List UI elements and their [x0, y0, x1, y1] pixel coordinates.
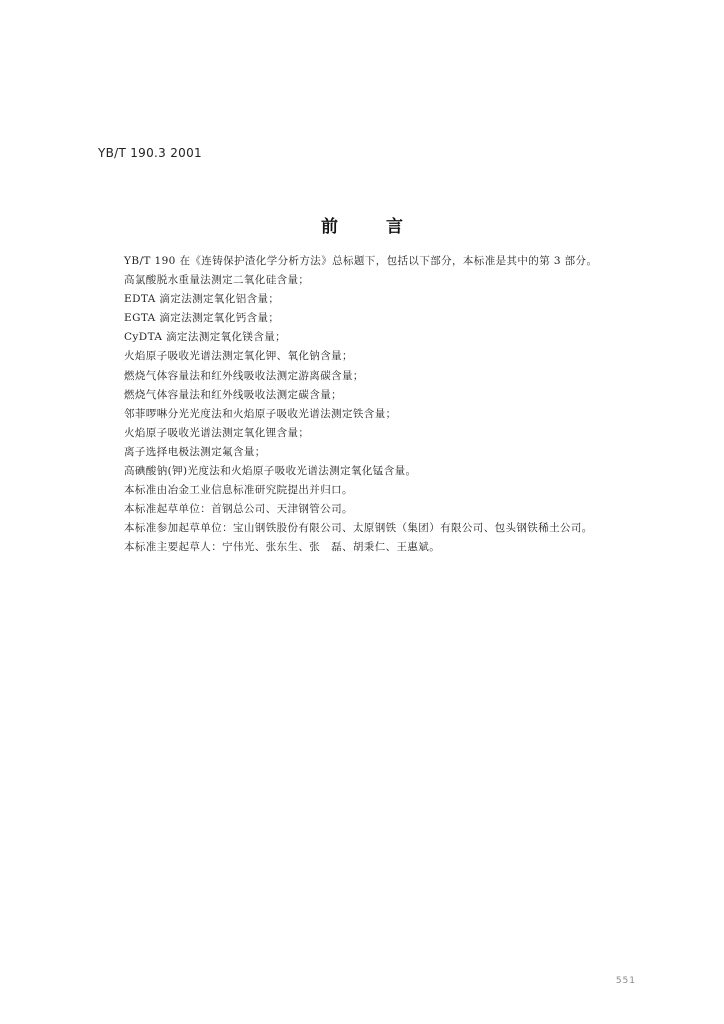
paragraph-proposer: 本标准由冶金工业信息标准研究院提出并归口。	[124, 484, 353, 497]
part-item-magnesia: CyDTA 滴定法测定氧化镁含量；	[124, 331, 287, 344]
part-item-potassium-sodium: 火焰原子吸收光谱法测定氧化钾、氧化钠含量；	[124, 350, 353, 363]
paragraph-intro: YB/T 190 在《连铸保护渣化学分析方法》总标题下，包括以下部分，本标准是其中的第 3 部分。	[124, 255, 598, 267]
part-item-free-carbon: 燃烧气体容量法和红外线吸收法测定游离碳含量；	[124, 369, 364, 382]
paragraph-drafters: 本标准主要起草人：宁伟光、张东生、张 磊、胡秉仁、王惠斌。	[124, 541, 441, 554]
page-title: 前言	[321, 217, 451, 237]
part-item-carbon: 燃烧气体容量法和红外线吸收法测定碳含量；	[124, 388, 342, 401]
part-item-iron: 邻菲啰啉分光光度法和火焰原子吸收光谱法测定铁含量；	[124, 407, 397, 420]
part-item-calcium-oxide: EGTA 滴定法测定氧化钙含量；	[124, 312, 280, 325]
paragraph-drafting-units: 本标准起草单位：首钢总公司、天津钢管公司。	[124, 503, 353, 516]
part-item-silica: 高氯酸脱水重量法测定二氧化硅含量；	[124, 274, 310, 287]
part-item-fluorine: 离子选择电极法测定氟含量；	[124, 445, 266, 458]
page-number: 551	[615, 976, 636, 986]
part-item-manganese-oxide: 高碘酸钠(钾)光度法和火焰原子吸收光谱法测定氧化锰含量。	[124, 465, 417, 478]
foreword-body	[124, 252, 664, 558]
standard-code: YB/T 190.3 2001	[98, 146, 202, 160]
part-item-lithium-oxide: 火焰原子吸收光谱法测定氧化锂含量；	[124, 426, 310, 439]
paragraph-participating-units: 本标准参加起草单位：宝山钢铁股份有限公司、太原钢铁（集团）有限公司、包头钢铁稀土公司。	[124, 522, 593, 535]
part-item-alumina: EDTA 滴定法测定氧化铝含量；	[124, 293, 280, 306]
